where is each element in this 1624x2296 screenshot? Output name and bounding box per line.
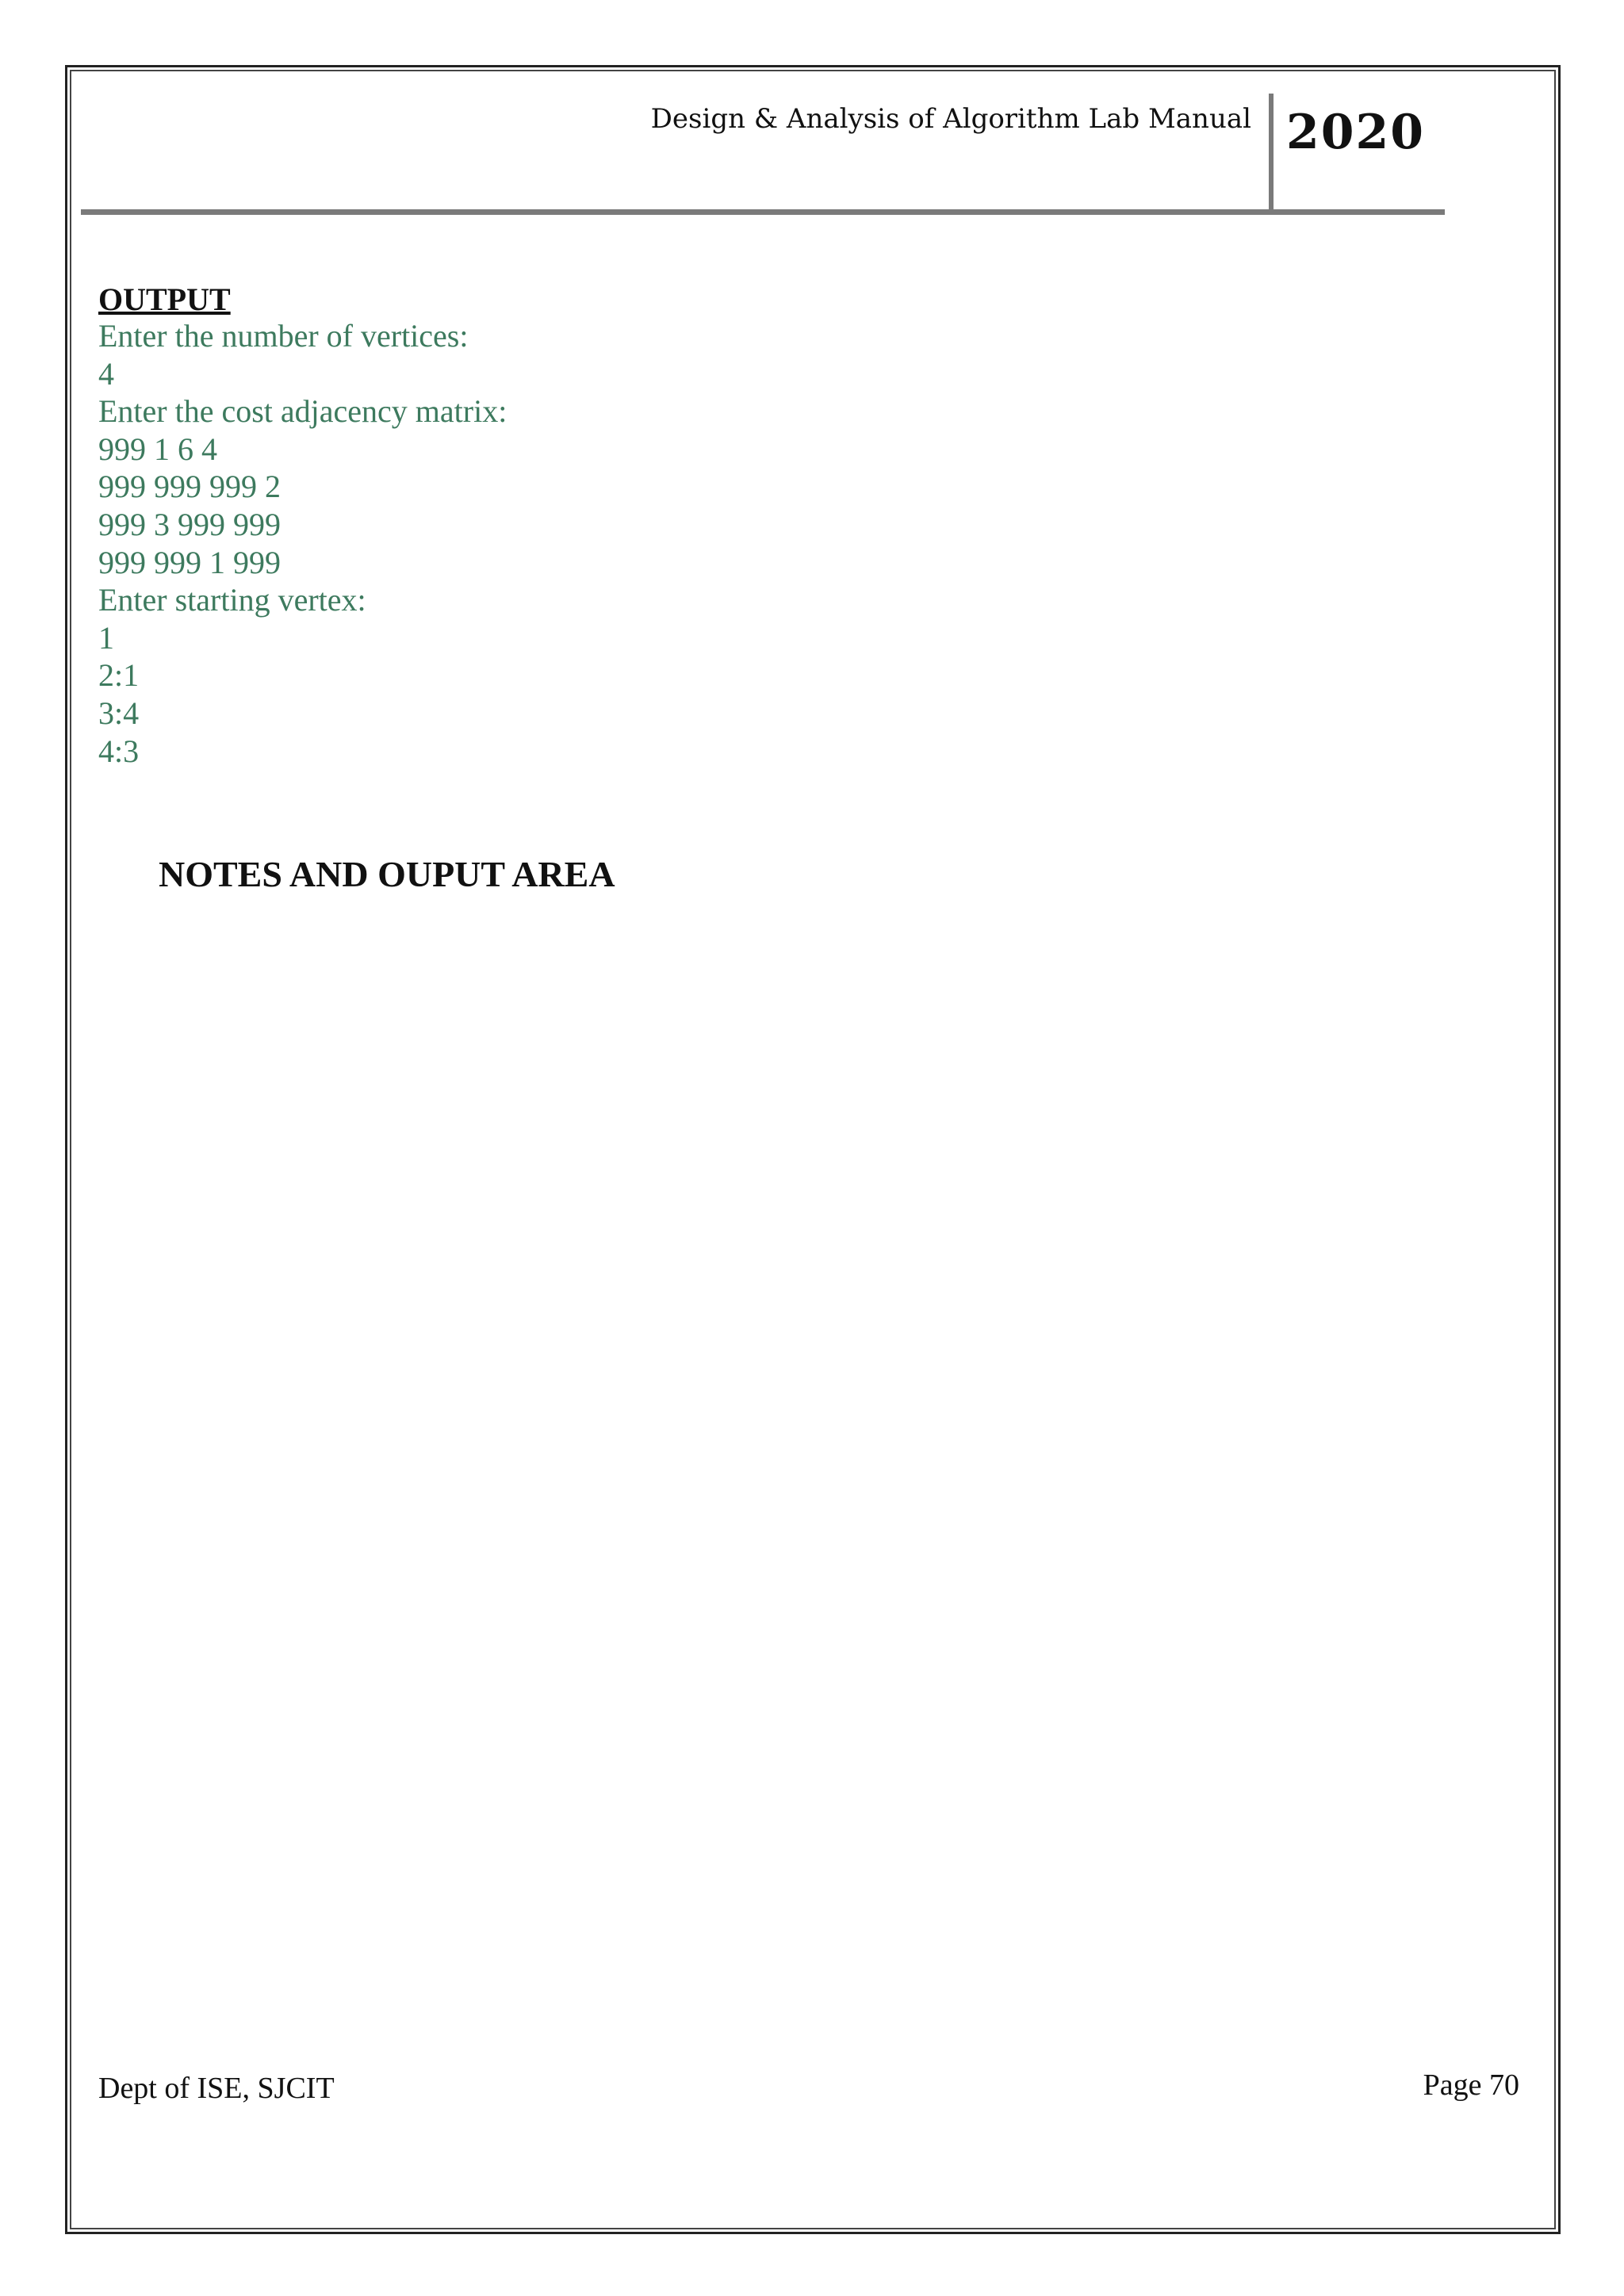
output-line: 2:1 xyxy=(98,657,140,694)
output-line: 4 xyxy=(98,355,114,392)
output-line: 999 999 999 2 xyxy=(98,469,281,505)
output-line: 1 xyxy=(98,619,114,656)
output-line: 3:4 xyxy=(98,695,140,731)
header-title: Design & Analysis of Algorithm Lab Manual xyxy=(650,103,1251,135)
footer-page-number: Page 70 xyxy=(1423,2068,1519,2102)
output-line: 999 3 999 999 xyxy=(98,506,281,542)
output-line: 4:3 xyxy=(98,733,140,769)
header-year: 2020 xyxy=(1286,105,1425,160)
output-line: Enter the cost adjacency matrix: xyxy=(98,393,508,430)
output-line: Enter starting vertex: xyxy=(98,582,366,618)
output-heading: OUTPUT xyxy=(98,281,231,317)
header-rule xyxy=(81,209,1445,215)
output-line: Enter the number of vertices: xyxy=(98,318,469,354)
output-lines xyxy=(98,317,507,770)
output-line: 999 1 6 4 xyxy=(98,430,217,467)
footer-department: Dept of ISE, SJCIT xyxy=(98,2072,335,2105)
notes-heading: NOTES AND OUPUT AREA xyxy=(159,854,615,894)
header-divider xyxy=(1269,94,1274,212)
output-line: 999 999 1 999 xyxy=(98,544,281,580)
